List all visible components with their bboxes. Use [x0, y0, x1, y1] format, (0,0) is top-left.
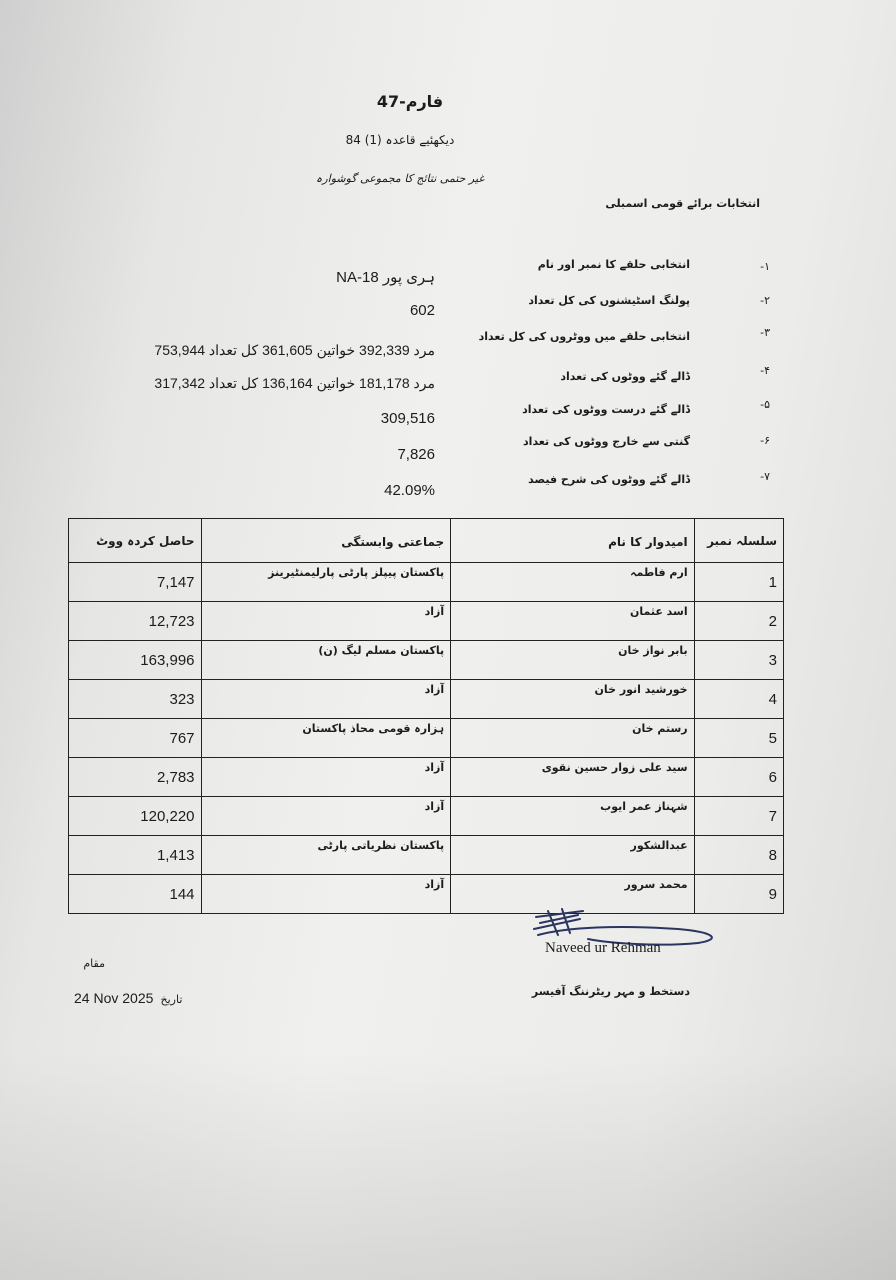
candidate-name-cell: محمد سرور [451, 875, 694, 914]
form-title: فارم-47 [376, 92, 444, 111]
field-number: -۲ [760, 294, 770, 307]
party-cell: پاکستان مسلم لیگ (ن) [201, 641, 451, 680]
header-candidate-name: امیدوار کا نام [451, 519, 694, 563]
table-row [69, 641, 784, 680]
party-cell: آزاد [201, 758, 451, 797]
party-cell: آزاد [201, 797, 451, 836]
field-label: پولنگ اسٹیشنوں کی کل تعداد [528, 294, 690, 307]
header-party: جماعتی وابستگی [201, 519, 451, 563]
date-line [74, 988, 182, 1007]
table-header-row [69, 519, 784, 563]
table-row [69, 719, 784, 758]
serial-cell: 2 [694, 602, 783, 641]
votes-cell: 1,413 [69, 836, 202, 875]
party-cell: ہزارہ قومی محاذ پاکستان [201, 719, 451, 758]
field-value: ہری پور NA-18 [336, 269, 435, 286]
place-label: مقام [83, 957, 105, 970]
signatory-name: Naveed ur Rehman [545, 940, 661, 956]
votes-cell: 2,783 [69, 758, 202, 797]
candidate-name-cell: خورشید انور خان [451, 680, 694, 719]
field-value: 309,516 [380, 410, 435, 427]
field-value: 7,826 [397, 446, 435, 463]
candidate-name-cell: عبدالشکور [451, 836, 694, 875]
field-value: 602 [409, 302, 435, 319]
candidate-name-cell: سید علی زوار حسین نقوی [451, 758, 694, 797]
party-cell: آزاد [201, 680, 451, 719]
field-label: انتخابی حلقے کا نمبر اور نام [537, 258, 690, 271]
page-shadow [0, 1050, 896, 1280]
field-label: ڈالے گئے ووٹوں کی شرح فیصد [528, 473, 690, 486]
field-number: -۵ [760, 398, 770, 411]
serial-cell: 6 [694, 758, 783, 797]
table-row [69, 758, 784, 797]
date-value: 24 Nov 2025 [74, 990, 154, 1006]
field-number: -۳ [760, 326, 770, 339]
field-value: مرد 181,178 خواتین 136,164 کل تعداد 317,342 [154, 375, 435, 391]
serial-cell: 9 [694, 875, 783, 914]
field-number: -۱ [760, 260, 770, 273]
election-type: انتخابات برائے قومی اسمبلی [605, 197, 760, 210]
serial-cell: 4 [694, 680, 783, 719]
candidate-name-cell: ارم فاطمہ [451, 563, 694, 602]
serial-cell: 5 [694, 719, 783, 758]
party-cell: آزاد [201, 602, 451, 641]
votes-cell: 163,996 [69, 641, 202, 680]
field-label: ڈالے گئے ووٹوں کی تعداد [560, 370, 690, 383]
table-row [69, 680, 784, 719]
candidate-name-cell: اسد عثمان [451, 602, 694, 641]
results-table [68, 518, 784, 914]
subtitle: غیر حتمی نتائج کا مجموعی گوشوارہ [315, 172, 485, 185]
table-row [69, 797, 784, 836]
field-label: گنتی سے خارج ووٹوں کی تعداد [523, 435, 690, 448]
serial-cell: 7 [694, 797, 783, 836]
votes-cell: 144 [69, 875, 202, 914]
candidate-name-cell: بابر نواز خان [451, 641, 694, 680]
field-number: -۴ [760, 364, 770, 377]
party-cell: پاکستان پیپلز پارٹی پارلیمنٹیرینز [201, 563, 451, 602]
serial-cell: 3 [694, 641, 783, 680]
date-label: تاریخ [160, 993, 183, 1006]
table-row [69, 836, 784, 875]
field-label: انتخابی حلقے میں ووٹروں کی کل تعداد [478, 330, 690, 343]
serial-cell: 8 [694, 836, 783, 875]
candidate-name-cell: شہناز عمر ایوب [451, 797, 694, 836]
votes-cell: 767 [69, 719, 202, 758]
field-number: -۶ [760, 434, 770, 447]
votes-cell: 323 [69, 680, 202, 719]
table-row [69, 602, 784, 641]
party-cell: آزاد [201, 875, 451, 914]
field-number: -۷ [760, 470, 770, 483]
field-value: 42.09% [384, 482, 435, 499]
header-votes: حاصل کردہ ووٹ [69, 519, 202, 563]
serial-cell: 1 [694, 563, 783, 602]
table-row [69, 563, 784, 602]
votes-cell: 120,220 [69, 797, 202, 836]
votes-cell: 12,723 [69, 602, 202, 641]
rule-reference: دیکھئیے قاعدہ (1) 84 [345, 133, 455, 147]
field-value: مرد 392,339 خواتین 361,605 کل تعداد 753,944 [154, 342, 435, 358]
signatory-caption: دستخط و مہر ریٹرننگ آفیسر [531, 985, 690, 998]
header-serial: سلسلہ نمبر [694, 519, 783, 563]
votes-cell: 7,147 [69, 563, 202, 602]
party-cell: پاکستان نظریاتی پارٹی [201, 836, 451, 875]
candidate-name-cell: رستم خان [451, 719, 694, 758]
field-label: ڈالے گئے درست ووٹوں کی تعداد [522, 403, 690, 416]
